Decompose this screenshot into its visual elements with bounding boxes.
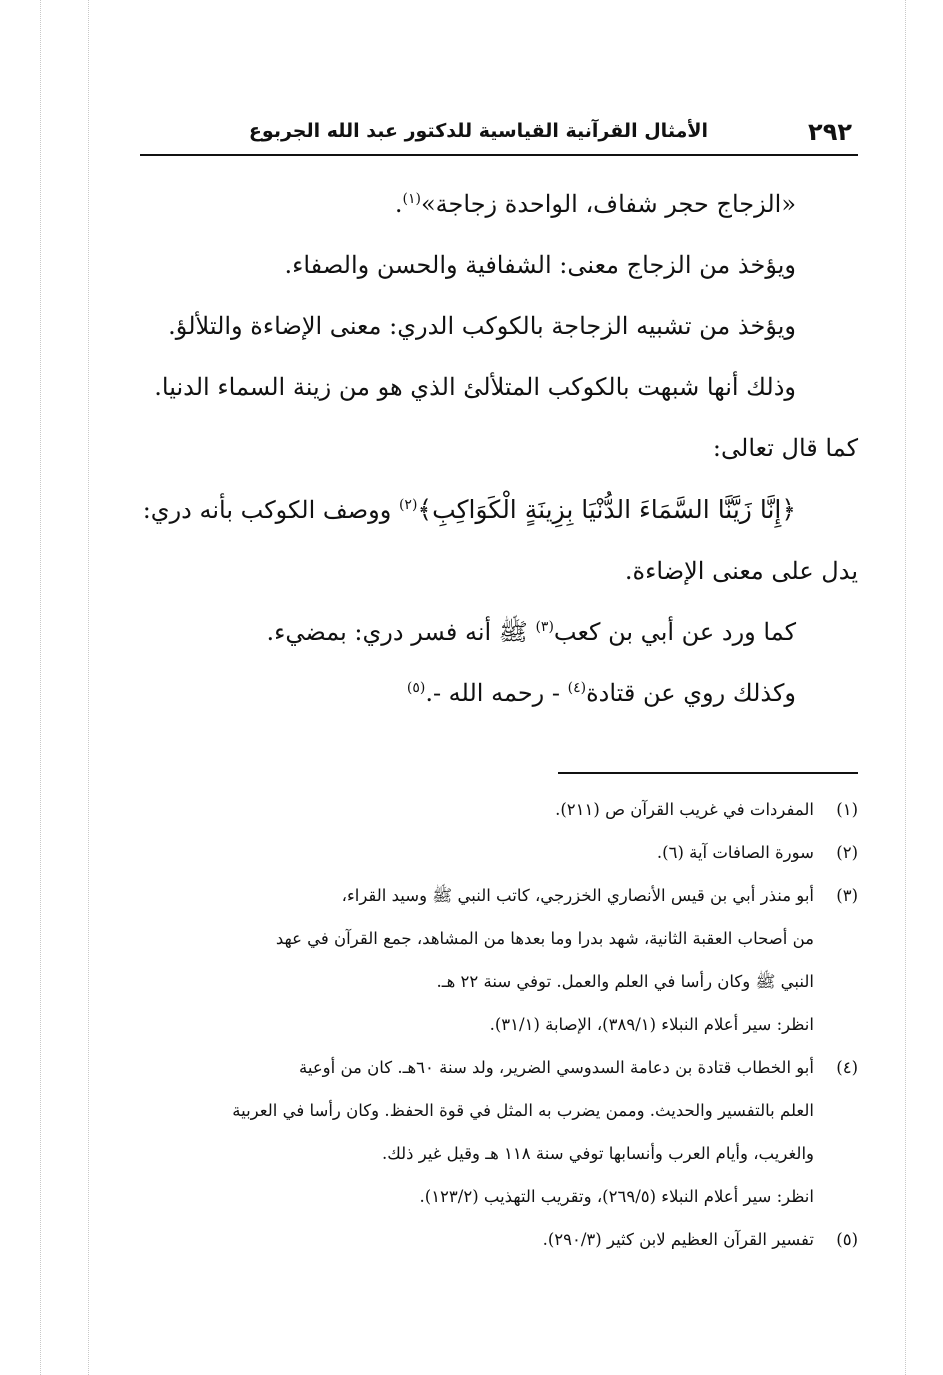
footnote-text: سورة الصافات آية (٦). [656,843,814,862]
book-page [140,118,858,1261]
footnote-number: (٥) [836,1230,858,1249]
footnote-ref: (٤) [567,680,587,696]
footnote-separator [558,772,858,774]
page-number: ٢٩٢ [808,118,852,146]
margin-guide [40,0,41,1375]
paragraph-line: وكذلك روي عن قتادة$^{(٤)}$ - رحمه الله -.$^{(٥)}$ [406,679,796,707]
paragraph-line: «الزجاج حجر شفاف، الواحدة زجاجة»$^{(١)}$. [394,190,796,218]
footnote-text: أبو الخطاب قتادة بن دعامة السدوسي الضرير، ولد سنة ٦٠هـ. كان من أوعية العلم بالتفسير والحديث. وممن يضرب به المثل في قوة الحفظ. وكان رأسا في العربية والغريب، وأيام العرب وأنسابها توفي سنة ١١٨ هـ وقيل غير ذلك. [232,1058,814,1163]
paragraph-line: كما قال تعالى: [712,434,858,462]
footnote [140,1046,858,1175]
footnote-ref: (٥) [406,680,426,696]
footnote-number: (١) [836,800,858,819]
footnote-ref: (٣) [535,619,554,635]
main-text [140,174,858,724]
page-header [140,118,858,156]
margin-guide [88,0,89,1375]
footnote-ref: (١) [402,191,421,207]
footnote [140,831,858,874]
paragraph-line: ويؤخذ من الزجاج معنى: الشفافية والحسن والصفاء. [284,251,796,279]
footnote-number: (٤) [836,1058,858,1077]
margin-guide [905,0,906,1375]
footnote [140,788,858,831]
footnote [140,1218,858,1261]
quran-verse-line: ﴿إِنَّا زَيَّنَّا السَّمَاءَ الدُّنْيَا بِزِينَةٍ الْكَوَاكِبِ﴾$^{(٢)}$ ووصف الكوكب بأنه دري: [142,495,796,524]
paragraph-line: ويؤخذ من تشبيه الزجاجة بالكوكب الدري: معنى الإضاءة والتلألؤ. [168,312,796,340]
footnote-text: المفردات في غريب القرآن ص (٢١١). [555,800,814,819]
footnote-text: أبو منذر أبي بن قيس الأنصاري الخزرجي، كاتب النبي ﷺ وسيد القراء، من أصحاب العقبة الثانية، شهد بدرا وما بعدها من المشاهد، جمع القرآن في عهد النبي ﷺ وكان رأسا في العلم والعمل. توفي سنة ٢٢ هـ. [275,886,814,991]
footnote-reference: انظر: سير أعلام النبلاء (٢٦٩/٥)، وتقريب التهذيب (١٢٣/٢). [419,1187,814,1206]
paragraph-line: يدل على معنى الإضاءة. [624,557,858,585]
footnote [140,874,858,1003]
footnote-reference: انظر: سير أعلام النبلاء (٣٨٩/١)، الإصابة (٣١/١). [489,1015,814,1034]
footnotes [140,788,858,1261]
footnote-text: تفسير القرآن العظيم لابن كثير (٢٩٠/٣). [542,1230,814,1249]
footnote-number: (٣) [836,886,858,905]
footnote-number: (٢) [836,843,858,862]
footnote-ref: (٢) [398,497,418,513]
running-title: الأمثال القرآنية القياسية للدكتور عبد الله الجربوع [248,120,708,142]
paragraph-line: كما ورد عن أبي بن كعب$^{(٣)}$ ﷺ أنه فسر دري: بمضيء. [266,618,796,646]
quran-verse: ﴿إِنَّا زَيَّنَّا السَّمَاءَ الدُّنْيَا بِزِينَةٍ الْكَوَاكِبِ﴾ [417,495,796,524]
paragraph-line: وذلك أنها شبهت بالكوكب المتلألئ الذي هو من زينة السماء الدنيا. [154,373,796,401]
